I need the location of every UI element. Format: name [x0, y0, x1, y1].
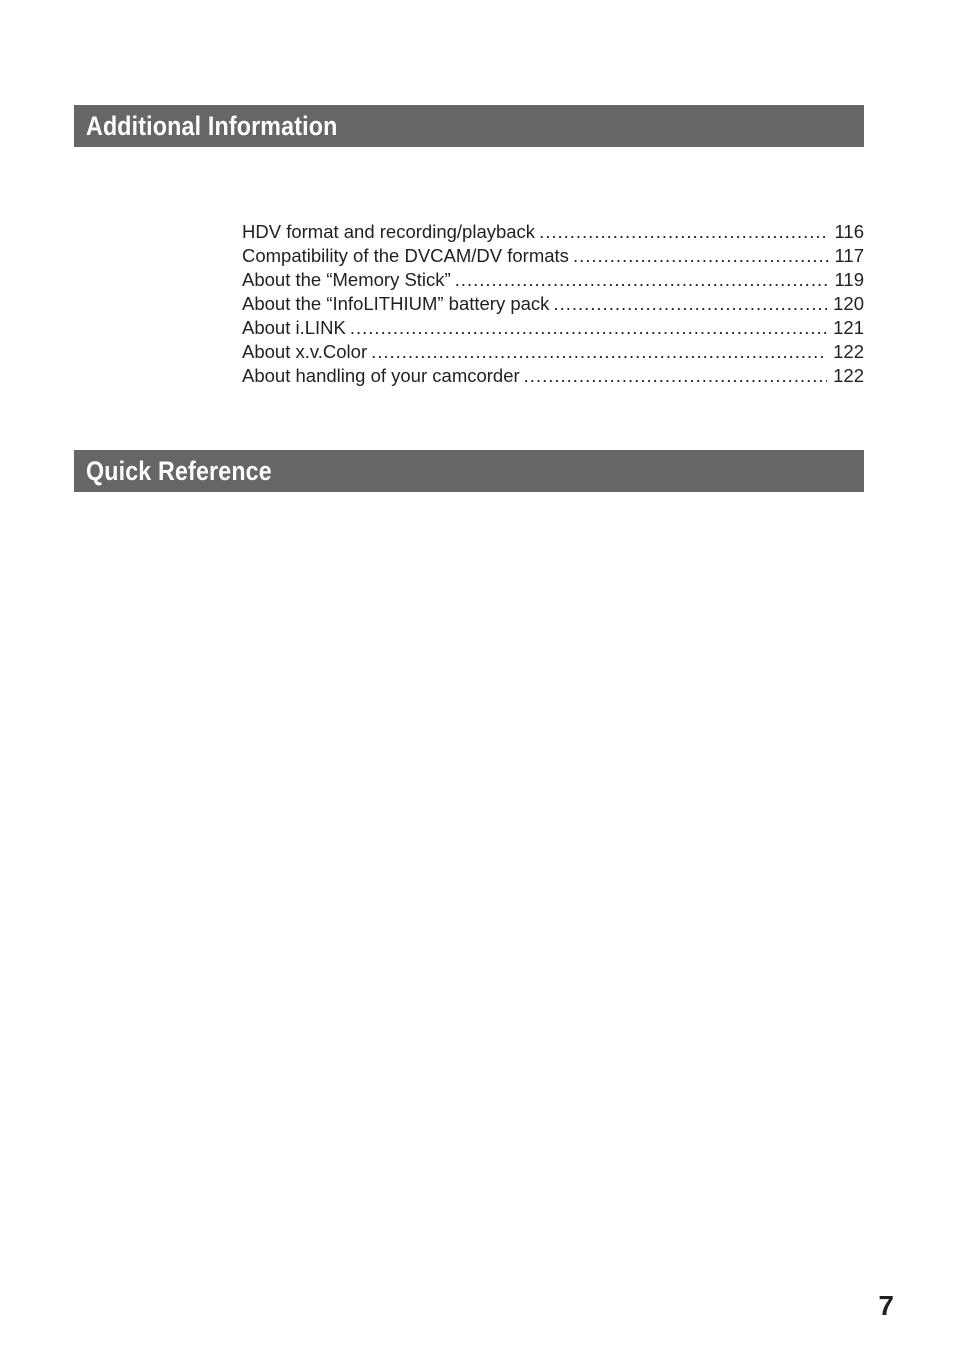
section-title: Quick Reference	[86, 455, 272, 486]
toc-entry[interactable]	[242, 244, 864, 268]
table-of-contents	[242, 220, 864, 388]
toc-entry-title: Compatibility of the DVCAM/DV formats	[242, 245, 569, 266]
toc-entry-page: 120	[833, 293, 864, 314]
toc-entry-page: 117	[834, 245, 864, 266]
toc-entry[interactable]	[242, 364, 864, 388]
toc-entry-title: About i.LINK	[242, 317, 346, 338]
toc-entry-title: HDV format and recording/playback	[242, 221, 536, 242]
dot-leader	[455, 268, 829, 292]
dot-leader	[524, 364, 827, 388]
section-header-quick-reference	[74, 450, 864, 492]
toc-entry[interactable]	[242, 340, 864, 364]
toc-entry-page: 121	[833, 317, 864, 338]
toc-entry-page: 119	[834, 269, 864, 290]
dot-leader	[350, 316, 827, 340]
dot-leader	[553, 292, 827, 316]
section-header-additional-information	[74, 105, 864, 147]
toc-entry-page: 122	[833, 365, 864, 386]
toc-entry-title: About the “InfoLITHIUM” battery pack	[242, 293, 550, 314]
dot-leader	[539, 220, 828, 244]
toc-entry-page: 122	[833, 341, 864, 362]
dot-leader	[573, 244, 829, 268]
page-number: 7	[878, 1290, 894, 1321]
toc-entry[interactable]	[242, 268, 864, 292]
section-title: Additional Information	[86, 110, 338, 141]
dot-leader	[371, 340, 827, 364]
toc-entry-page: 116	[834, 221, 864, 242]
toc-entry-title: About the “Memory Stick”	[242, 269, 451, 290]
toc-entry[interactable]	[242, 316, 864, 340]
toc-entry[interactable]	[242, 220, 864, 244]
toc-entry[interactable]	[242, 292, 864, 316]
toc-entry-title: About x.v.Color	[242, 341, 368, 362]
toc-entry-title: About handling of your camcorder	[242, 365, 520, 386]
